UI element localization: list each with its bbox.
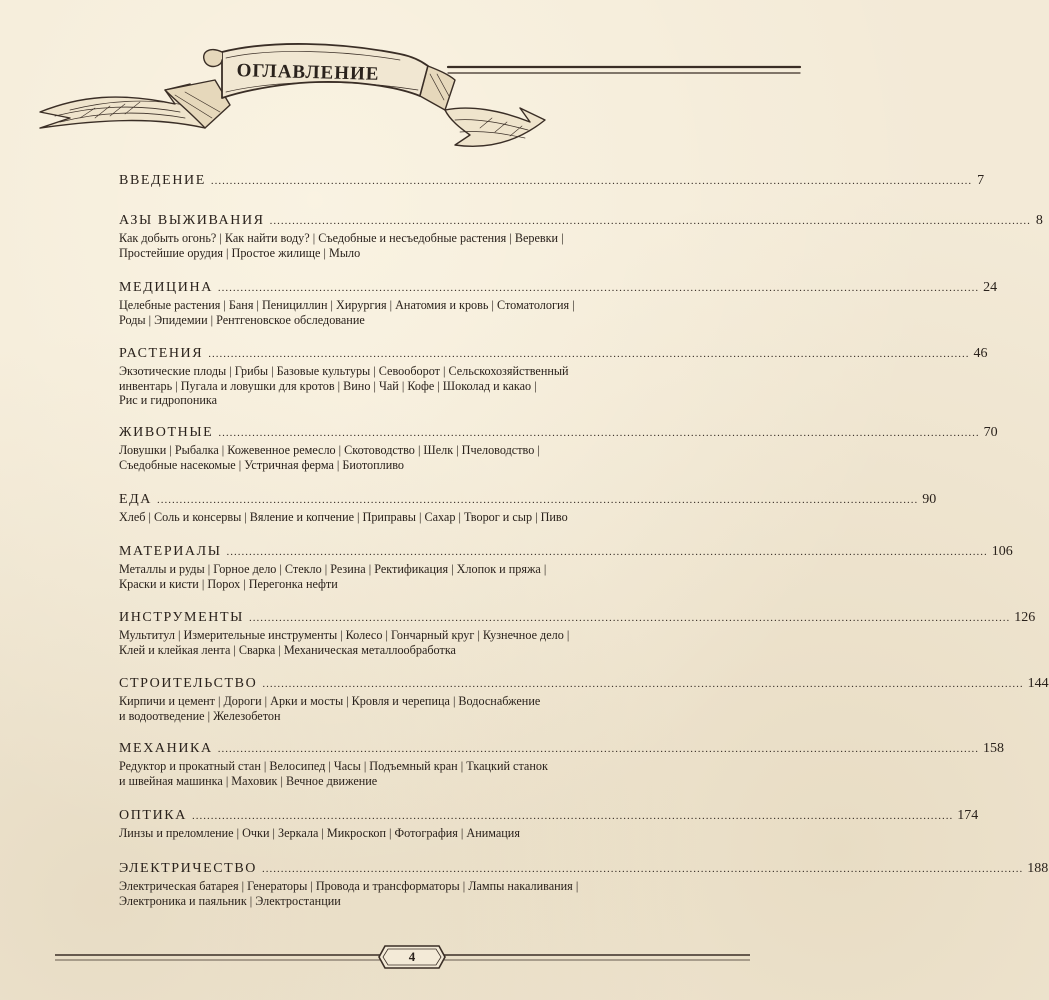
toc-entry-description-line: Целебные растения | Баня | Пенициллин | Хирургия | Анатомия и кровь | Стоматология | <box>119 298 575 312</box>
toc-entry-page: 174 <box>957 808 979 823</box>
toc-entry[interactable] <box>119 741 1004 788</box>
leader-dots: ........................................................................................................................................................................................................... <box>191 810 954 822</box>
toc-entry-title: ОПТИКА <box>119 808 187 823</box>
ribbon-banner-illustration <box>0 0 800 200</box>
toc-entry-description-line: Редуктор и прокатный стан | Велосипед | Часы | Подъемный кран | Ткацкий станок <box>119 759 548 773</box>
toc-entry[interactable] <box>119 280 998 327</box>
toc-entry-title: ЕДА <box>119 492 153 507</box>
toc-entry-title: ВВЕДЕНИЕ <box>119 173 206 188</box>
toc-entry[interactable] <box>119 544 1013 591</box>
toc-entry[interactable] <box>119 492 937 525</box>
leader-dots: ........................................................................................................................................................................................................... <box>248 612 1011 624</box>
toc-entry-description <box>119 628 659 657</box>
toc-entry-title: АЗЫ ВЫЖИВАНИЯ <box>119 213 265 228</box>
page-number: 4 <box>408 949 416 964</box>
toc-entry[interactable] <box>119 425 998 472</box>
toc-entry-title: СТРОИТЕЛЬСТВО <box>119 676 258 691</box>
toc-entry[interactable] <box>119 610 1036 657</box>
toc-entry-heading <box>119 346 988 362</box>
toc-entry-page: 188 <box>1027 861 1049 876</box>
toc-entry-description-line: Кирпичи и цемент | Дороги | Арки и мосты | Кровля и черепица | Водоснабжение <box>119 694 541 708</box>
leader-dots: ........................................................................................................................................................................................................... <box>226 546 988 558</box>
toc-entry-title: ЭЛЕКТРИЧЕСТВО <box>119 861 257 876</box>
toc-entry-description-line: Роды | Эпидемии | Рентгеновское обследование <box>119 312 365 327</box>
toc-entry-title: МЕХАНИКА <box>119 741 213 756</box>
toc-entry-title: ИНСТРУМЕНТЫ <box>119 610 244 625</box>
toc-entry-description-line: Электрическая батарея | Генераторы | Провода и трансформаторы | Лампы накаливания | <box>119 879 579 893</box>
toc-entry-description-line: Клей и клейкая лента | Сварка | Механическая металлообработка <box>119 642 456 657</box>
toc-entry-description-line: Ловушки | Рыбалка | Кожевенное ремесло | Скотоводство | Шелк | Пчеловодство | <box>119 443 540 457</box>
toc-entry-title: МАТЕРИАЛЫ <box>119 544 222 559</box>
leader-dots: ........................................................................................................................................................................................................... <box>217 282 980 294</box>
toc-entry-heading <box>119 280 998 296</box>
toc-entry-description <box>119 879 659 908</box>
toc-entry-page: 90 <box>922 492 937 507</box>
toc-entry-page: 126 <box>1014 610 1036 625</box>
leader-dots: ........................................................................................................................................................................................................... <box>261 863 1024 875</box>
toc-entry-description-line: Металлы и руды | Горное дело | Стекло | Резина | Ректификация | Хлопок и пряжа | <box>119 562 547 576</box>
toc-entry-description <box>119 298 659 327</box>
toc-entry-heading <box>119 173 985 189</box>
toc-entry-page: 106 <box>991 544 1013 559</box>
toc-entry-page: 8 <box>1035 213 1043 228</box>
toc-entry-heading <box>119 544 1013 560</box>
toc-entry-heading <box>119 861 1049 877</box>
toc-entry[interactable] <box>119 861 1049 908</box>
toc-entry-heading <box>119 425 998 441</box>
toc-entry-page: 24 <box>983 280 998 295</box>
toc-entry-description <box>119 510 659 525</box>
toc-entry-description-line: Краски и кисти | Порох | Перегонка нефти <box>119 576 338 591</box>
toc-entry-description-line: Съедобные насекомые | Устричная ферма | Биотопливо <box>119 457 405 472</box>
toc-entry-description <box>119 826 659 841</box>
toc-entry-description-line: Как добыть огонь? | Как найти воду? | Съедобные и несъедобные растения | Веревки | <box>119 231 564 245</box>
toc-entry[interactable] <box>119 676 1049 723</box>
toc-entry-title: МЕДИЦИНА <box>119 280 213 295</box>
toc-entry-heading <box>119 676 1049 692</box>
toc-entry-page: 70 <box>983 425 998 440</box>
toc-entry-heading <box>119 213 1043 229</box>
toc-entry[interactable] <box>119 173 985 189</box>
toc-entry-description <box>119 443 659 472</box>
leader-dots: ........................................................................................................................................................................................................... <box>208 348 970 360</box>
toc-entry-description-line: и водоотведение | Железобетон <box>119 708 281 723</box>
toc-entry-heading <box>119 808 979 824</box>
leader-dots: ........................................................................................................................................................................................................... <box>269 215 1031 227</box>
toc-entry-page: 46 <box>973 346 988 361</box>
toc-entry-description <box>119 364 659 408</box>
leader-dots: ........................................................................................................................................................................................................... <box>157 494 919 506</box>
page-title: ОГЛАВЛЕНИЕ <box>236 60 380 85</box>
toc-entry-title: ЖИВОТНЫЕ <box>119 425 214 440</box>
toc-entry-heading <box>119 610 1036 626</box>
toc-entry-description-line: инвентарь | Пугала и ловушки для кротов | Вино | Чай | Кофе | Шоколад и какао | <box>119 378 537 393</box>
toc-entry-description-line: Простейшие орудия | Простое жилище | Мыло <box>119 245 361 260</box>
toc-entry-title: РАСТЕНИЯ <box>119 346 204 361</box>
toc-entry-description-line: Электроника и паяльник | Электростанции <box>119 893 341 908</box>
toc-entry-heading <box>119 741 1004 757</box>
toc-entry-description <box>119 759 659 788</box>
toc-entry-description-line: Рис и гидропоника <box>119 393 218 407</box>
toc-entry-description-line: Линзы и преломление | Очки | Зеркала | Микроскоп | Фотография | Анимация <box>119 826 520 840</box>
toc-entry-description-line: и швейная машинка | Маховик | Вечное движение <box>119 773 378 788</box>
toc-entry[interactable] <box>119 346 988 408</box>
toc-entry-page: 7 <box>977 173 985 188</box>
toc-entry-description-line: Мультитул | Измерительные инструменты | Колесо | Гончарный круг | Кузнечное дело | <box>119 628 570 642</box>
leader-dots: ........................................................................................................................................................................................................... <box>210 175 973 187</box>
leader-dots: ........................................................................................................................................................................................................... <box>262 678 1024 690</box>
toc-entry-description-line: Хлеб | Соль и консервы | Вяление и копчение | Приправы | Сахар | Творог и сыр | Пиво <box>119 510 568 524</box>
toc-entry-description <box>119 231 659 260</box>
toc-entry-page: 144 <box>1027 676 1049 691</box>
toc-entry-description-line: Экзотические плоды | Грибы | Базовые культуры | Севооборот | Сельскохозяйственный <box>119 364 569 378</box>
toc-entry-page: 158 <box>982 741 1004 756</box>
toc-entry-description <box>119 694 659 723</box>
leader-dots: ........................................................................................................................................................................................................... <box>217 743 979 755</box>
toc-entry-description <box>119 562 659 591</box>
toc-entry-heading <box>119 492 937 508</box>
header-banner <box>0 0 800 200</box>
toc-entry[interactable] <box>119 213 1043 260</box>
toc-entry[interactable] <box>119 808 979 841</box>
leader-dots: ........................................................................................................................................................................................................... <box>218 427 980 439</box>
